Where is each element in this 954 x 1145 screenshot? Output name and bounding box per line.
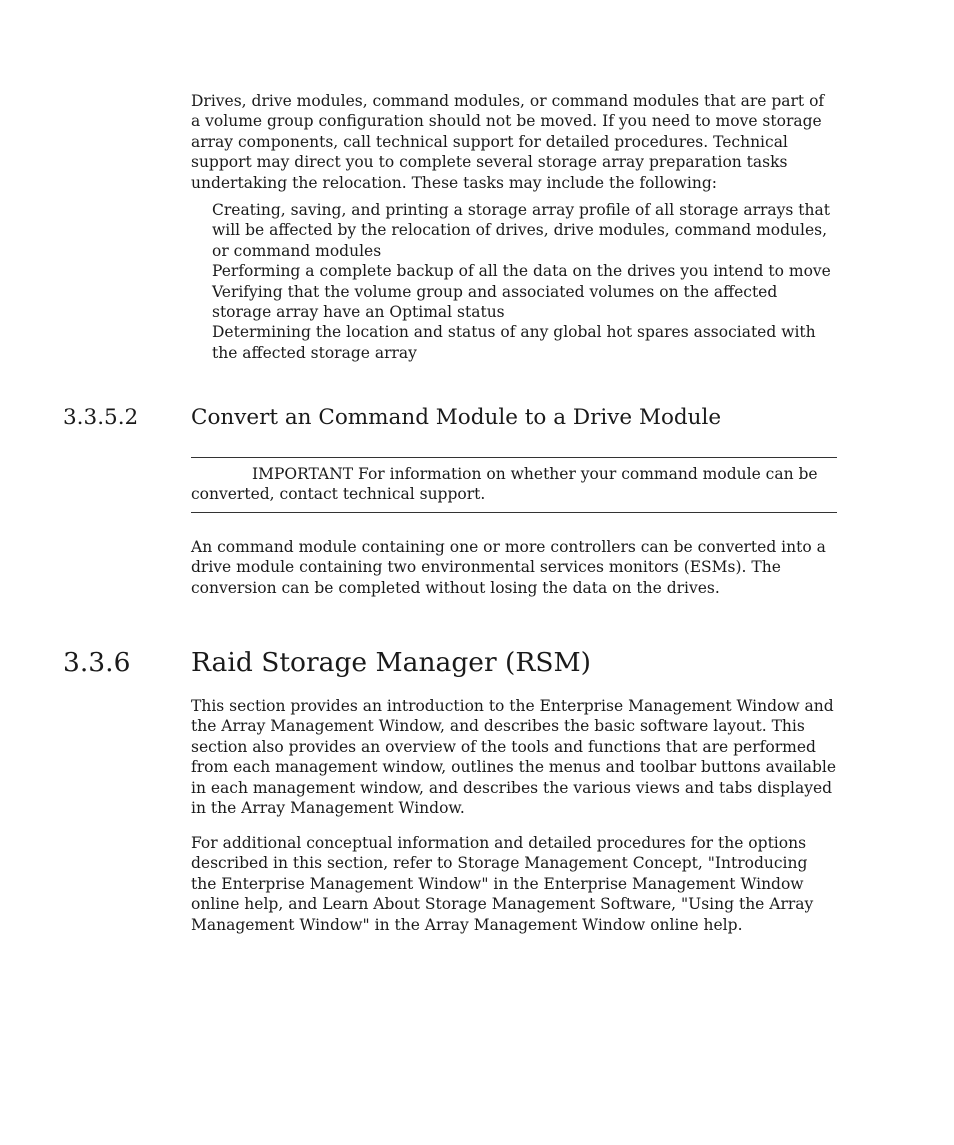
list-item: Creating, saving, and printing a storage array profile of all storage arrays that will be affected by the relocation of drives, drive modules, command modules, or command modules bbox=[212, 201, 830, 260]
preparation-task-list bbox=[212, 200, 837, 363]
conversion-paragraph: An command module containing one or more controllers can be converted into a drive module containing two environmental services monitors (ESMs). The conversion can be completed without losing the data on the drives. bbox=[191, 538, 826, 597]
list-item: Determining the location and status of any global hot spares associated with the affected storage array bbox=[212, 323, 816, 362]
section-heading-336: Raid Storage Manager (RSM) bbox=[191, 647, 591, 678]
rsm-reference-paragraph: For additional conceptual information and detailed procedures for the options described in this section, refer to Storage Management Concept, "Introducing the Enterprise Management Window" in the Enterprise Management Window online help, and Learn About Storage Management Software, "Using the Array Management Window" in the Array Management Window online help. bbox=[191, 834, 814, 934]
intro-paragraph: Drives, drive modules, command modules, or command modules that are part of a volume group configuration should not be moved. If you need to move storage array components, call technical support for detailed procedures. Technical support may direct you to complete several storage array preparation tasks undertaking the relocation. These tasks may include the following: bbox=[191, 92, 825, 192]
important-note: IMPORTANT For information on whether your command module can be converted, contact technical support. bbox=[191, 465, 818, 504]
divider-bottom bbox=[191, 512, 837, 513]
divider-top bbox=[191, 457, 837, 458]
list-item: Verifying that the volume group and associated volumes on the affected storage array have an Optimal status bbox=[212, 282, 778, 322]
section-heading-3352: Convert an Command Module to a Drive Module bbox=[191, 405, 722, 430]
rsm-intro-paragraph: This section provides an introduction to the Enterprise Management Window and the Array Management Window, and describes the basic software layout. This section also provides an overview of the tools and functions that are performed from each management window, outlines the menus and toolbar buttons available in each management window, and describes the various views and tabs displayed in the Array Management Window. bbox=[191, 697, 837, 818]
section-number-3352: 3.3.5.2 bbox=[63, 405, 139, 430]
section-number-336: 3.3.6 bbox=[63, 647, 131, 678]
list-item: Performing a complete backup of all the data on the drives you intend to move bbox=[212, 262, 831, 281]
